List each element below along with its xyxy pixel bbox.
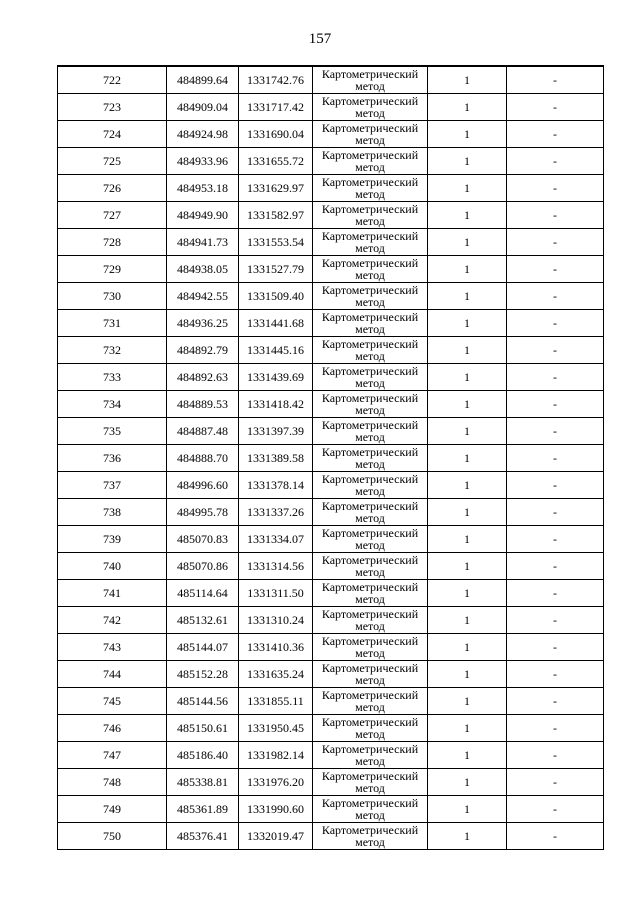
accuracy-cell: 1 xyxy=(428,202,507,229)
x-coordinate-cell: 484888.70 xyxy=(167,445,239,472)
method-cell: Картометрический метод xyxy=(313,418,428,445)
y-coordinate-cell: 1331690.04 xyxy=(239,121,313,148)
note-cell: - xyxy=(507,715,604,742)
note-cell: - xyxy=(507,553,604,580)
y-coordinate-cell: 1331378.14 xyxy=(239,472,313,499)
y-coordinate-cell: 1331982.14 xyxy=(239,742,313,769)
accuracy-cell: 1 xyxy=(428,310,507,337)
accuracy-cell: 1 xyxy=(428,580,507,607)
accuracy-cell: 1 xyxy=(428,121,507,148)
x-coordinate-cell: 484936.25 xyxy=(167,310,239,337)
y-coordinate-cell: 1331397.39 xyxy=(239,418,313,445)
accuracy-cell: 1 xyxy=(428,823,507,850)
x-coordinate-cell: 484996.60 xyxy=(167,472,239,499)
point-number-cell: 747 xyxy=(58,742,167,769)
accuracy-cell: 1 xyxy=(428,445,507,472)
accuracy-cell: 1 xyxy=(428,688,507,715)
method-cell: Картометрический метод xyxy=(313,661,428,688)
method-cell: Картометрический метод xyxy=(313,796,428,823)
accuracy-cell: 1 xyxy=(428,607,507,634)
point-number-cell: 723 xyxy=(58,94,167,121)
note-cell: - xyxy=(507,742,604,769)
y-coordinate-cell: 1331418.42 xyxy=(239,391,313,418)
accuracy-cell: 1 xyxy=(428,66,507,94)
y-coordinate-cell: 1331311.50 xyxy=(239,580,313,607)
table-row xyxy=(58,742,604,769)
x-coordinate-cell: 485144.07 xyxy=(167,634,239,661)
page-number: 157 xyxy=(308,31,332,47)
y-coordinate-cell: 1331334.07 xyxy=(239,526,313,553)
point-number-cell: 735 xyxy=(58,418,167,445)
point-number-cell: 740 xyxy=(58,553,167,580)
x-coordinate-cell: 484941.73 xyxy=(167,229,239,256)
x-coordinate-cell: 484942.55 xyxy=(167,283,239,310)
note-cell: - xyxy=(507,634,604,661)
table-row xyxy=(58,769,604,796)
table-row xyxy=(58,823,604,850)
coordinates-table-body xyxy=(58,66,604,850)
accuracy-cell: 1 xyxy=(428,418,507,445)
y-coordinate-cell: 1331314.56 xyxy=(239,553,313,580)
x-coordinate-cell: 484953.18 xyxy=(167,175,239,202)
y-coordinate-cell: 1331990.60 xyxy=(239,796,313,823)
accuracy-cell: 1 xyxy=(428,769,507,796)
table-row xyxy=(58,526,604,553)
x-coordinate-cell: 485070.86 xyxy=(167,553,239,580)
method-cell: Картометрический метод xyxy=(313,472,428,499)
y-coordinate-cell: 1331439.69 xyxy=(239,364,313,391)
table-row xyxy=(58,94,604,121)
point-number-cell: 746 xyxy=(58,715,167,742)
point-number-cell: 750 xyxy=(58,823,167,850)
y-coordinate-cell: 1331976.20 xyxy=(239,769,313,796)
x-coordinate-cell: 485376.41 xyxy=(167,823,239,850)
accuracy-cell: 1 xyxy=(428,472,507,499)
method-cell: Картометрический метод xyxy=(313,148,428,175)
method-cell: Картометрический метод xyxy=(313,526,428,553)
point-number-cell: 729 xyxy=(58,256,167,283)
y-coordinate-cell: 1331310.24 xyxy=(239,607,313,634)
method-cell: Картометрический метод xyxy=(313,634,428,661)
table-row xyxy=(58,796,604,823)
table-row xyxy=(58,121,604,148)
point-number-cell: 741 xyxy=(58,580,167,607)
table-row xyxy=(58,688,604,715)
x-coordinate-cell: 484995.78 xyxy=(167,499,239,526)
note-cell: - xyxy=(507,364,604,391)
x-coordinate-cell: 484933.96 xyxy=(167,148,239,175)
table-row xyxy=(58,472,604,499)
note-cell: - xyxy=(507,688,604,715)
point-number-cell: 733 xyxy=(58,364,167,391)
table-row xyxy=(58,553,604,580)
accuracy-cell: 1 xyxy=(428,553,507,580)
table-row xyxy=(58,283,604,310)
accuracy-cell: 1 xyxy=(428,283,507,310)
accuracy-cell: 1 xyxy=(428,391,507,418)
note-cell: - xyxy=(507,769,604,796)
accuracy-cell: 1 xyxy=(428,661,507,688)
point-number-cell: 727 xyxy=(58,202,167,229)
table-row xyxy=(58,634,604,661)
accuracy-cell: 1 xyxy=(428,526,507,553)
note-cell: - xyxy=(507,202,604,229)
y-coordinate-cell: 1331635.24 xyxy=(239,661,313,688)
accuracy-cell: 1 xyxy=(428,148,507,175)
x-coordinate-cell: 484899.64 xyxy=(167,66,239,94)
x-coordinate-cell: 484938.05 xyxy=(167,256,239,283)
accuracy-cell: 1 xyxy=(428,742,507,769)
method-cell: Картометрический метод xyxy=(313,283,428,310)
point-number-cell: 736 xyxy=(58,445,167,472)
table-row xyxy=(58,229,604,256)
x-coordinate-cell: 484887.48 xyxy=(167,418,239,445)
accuracy-cell: 1 xyxy=(428,256,507,283)
point-number-cell: 722 xyxy=(58,66,167,94)
note-cell: - xyxy=(507,580,604,607)
table-row xyxy=(58,364,604,391)
accuracy-cell: 1 xyxy=(428,796,507,823)
note-cell: - xyxy=(507,283,604,310)
y-coordinate-cell: 1331655.72 xyxy=(239,148,313,175)
method-cell: Картометрический метод xyxy=(313,580,428,607)
table-row xyxy=(58,418,604,445)
table-row xyxy=(58,607,604,634)
method-cell: Картометрический метод xyxy=(313,742,428,769)
note-cell: - xyxy=(507,796,604,823)
note-cell: - xyxy=(507,66,604,94)
note-cell: - xyxy=(507,499,604,526)
method-cell: Картометрический метод xyxy=(313,553,428,580)
note-cell: - xyxy=(507,256,604,283)
x-coordinate-cell: 484892.63 xyxy=(167,364,239,391)
accuracy-cell: 1 xyxy=(428,364,507,391)
x-coordinate-cell: 485152.28 xyxy=(167,661,239,688)
note-cell: - xyxy=(507,310,604,337)
method-cell: Картометрический метод xyxy=(313,202,428,229)
method-cell: Картометрический метод xyxy=(313,121,428,148)
note-cell: - xyxy=(507,607,604,634)
table-row xyxy=(58,256,604,283)
y-coordinate-cell: 1331337.26 xyxy=(239,499,313,526)
table-row xyxy=(58,661,604,688)
accuracy-cell: 1 xyxy=(428,337,507,364)
point-number-cell: 743 xyxy=(58,634,167,661)
y-coordinate-cell: 1331582.97 xyxy=(239,202,313,229)
method-cell: Картометрический метод xyxy=(313,94,428,121)
y-coordinate-cell: 1331717.42 xyxy=(239,94,313,121)
x-coordinate-cell: 484909.04 xyxy=(167,94,239,121)
point-number-cell: 737 xyxy=(58,472,167,499)
x-coordinate-cell: 484949.90 xyxy=(167,202,239,229)
accuracy-cell: 1 xyxy=(428,634,507,661)
x-coordinate-cell: 485361.89 xyxy=(167,796,239,823)
table-row xyxy=(58,202,604,229)
y-coordinate-cell: 1331389.58 xyxy=(239,445,313,472)
point-number-cell: 732 xyxy=(58,337,167,364)
note-cell: - xyxy=(507,391,604,418)
x-coordinate-cell: 484924.98 xyxy=(167,121,239,148)
y-coordinate-cell: 1331441.68 xyxy=(239,310,313,337)
point-number-cell: 734 xyxy=(58,391,167,418)
accuracy-cell: 1 xyxy=(428,715,507,742)
point-number-cell: 744 xyxy=(58,661,167,688)
note-cell: - xyxy=(507,148,604,175)
x-coordinate-cell: 485338.81 xyxy=(167,769,239,796)
table-row xyxy=(58,310,604,337)
note-cell: - xyxy=(507,229,604,256)
point-number-cell: 738 xyxy=(58,499,167,526)
point-number-cell: 724 xyxy=(58,121,167,148)
table-row xyxy=(58,445,604,472)
table-row xyxy=(58,148,604,175)
note-cell: - xyxy=(507,526,604,553)
method-cell: Картометрический метод xyxy=(313,823,428,850)
point-number-cell: 745 xyxy=(58,688,167,715)
x-coordinate-cell: 485132.61 xyxy=(167,607,239,634)
table-row xyxy=(58,175,604,202)
method-cell: Картометрический метод xyxy=(313,715,428,742)
method-cell: Картометрический метод xyxy=(313,499,428,526)
method-cell: Картометрический метод xyxy=(313,229,428,256)
x-coordinate-cell: 484889.53 xyxy=(167,391,239,418)
table-row xyxy=(58,715,604,742)
method-cell: Картометрический метод xyxy=(313,391,428,418)
y-coordinate-cell: 1331950.45 xyxy=(239,715,313,742)
point-number-cell: 728 xyxy=(58,229,167,256)
table-row xyxy=(58,66,604,94)
table-row xyxy=(58,580,604,607)
y-coordinate-cell: 1331445.16 xyxy=(239,337,313,364)
coordinates-table xyxy=(57,65,604,850)
y-coordinate-cell: 1331553.54 xyxy=(239,229,313,256)
x-coordinate-cell: 485186.40 xyxy=(167,742,239,769)
note-cell: - xyxy=(507,661,604,688)
note-cell: - xyxy=(507,472,604,499)
note-cell: - xyxy=(507,94,604,121)
method-cell: Картометрический метод xyxy=(313,445,428,472)
method-cell: Картометрический метод xyxy=(313,66,428,94)
y-coordinate-cell: 1331509.40 xyxy=(239,283,313,310)
x-coordinate-cell: 485150.61 xyxy=(167,715,239,742)
y-coordinate-cell: 1331629.97 xyxy=(239,175,313,202)
accuracy-cell: 1 xyxy=(428,499,507,526)
method-cell: Картометрический метод xyxy=(313,310,428,337)
x-coordinate-cell: 485114.64 xyxy=(167,580,239,607)
note-cell: - xyxy=(507,445,604,472)
point-number-cell: 748 xyxy=(58,769,167,796)
table-row xyxy=(58,499,604,526)
accuracy-cell: 1 xyxy=(428,229,507,256)
y-coordinate-cell: 1331855.11 xyxy=(239,688,313,715)
point-number-cell: 749 xyxy=(58,796,167,823)
point-number-cell: 731 xyxy=(58,310,167,337)
method-cell: Картометрический метод xyxy=(313,607,428,634)
table-row xyxy=(58,337,604,364)
y-coordinate-cell: 1331410.36 xyxy=(239,634,313,661)
method-cell: Картометрический метод xyxy=(313,337,428,364)
x-coordinate-cell: 485070.83 xyxy=(167,526,239,553)
x-coordinate-cell: 485144.56 xyxy=(167,688,239,715)
x-coordinate-cell: 484892.79 xyxy=(167,337,239,364)
note-cell: - xyxy=(507,121,604,148)
point-number-cell: 742 xyxy=(58,607,167,634)
note-cell: - xyxy=(507,418,604,445)
accuracy-cell: 1 xyxy=(428,94,507,121)
point-number-cell: 725 xyxy=(58,148,167,175)
method-cell: Картометрический метод xyxy=(313,688,428,715)
table-row xyxy=(58,391,604,418)
method-cell: Картометрический метод xyxy=(313,364,428,391)
note-cell: - xyxy=(507,823,604,850)
method-cell: Картометрический метод xyxy=(313,256,428,283)
note-cell: - xyxy=(507,175,604,202)
y-coordinate-cell: 1331527.79 xyxy=(239,256,313,283)
method-cell: Картометрический метод xyxy=(313,769,428,796)
point-number-cell: 739 xyxy=(58,526,167,553)
point-number-cell: 726 xyxy=(58,175,167,202)
note-cell: - xyxy=(507,337,604,364)
accuracy-cell: 1 xyxy=(428,175,507,202)
method-cell: Картометрический метод xyxy=(313,175,428,202)
y-coordinate-cell: 1331742.76 xyxy=(239,66,313,94)
point-number-cell: 730 xyxy=(58,283,167,310)
y-coordinate-cell: 1332019.47 xyxy=(239,823,313,850)
